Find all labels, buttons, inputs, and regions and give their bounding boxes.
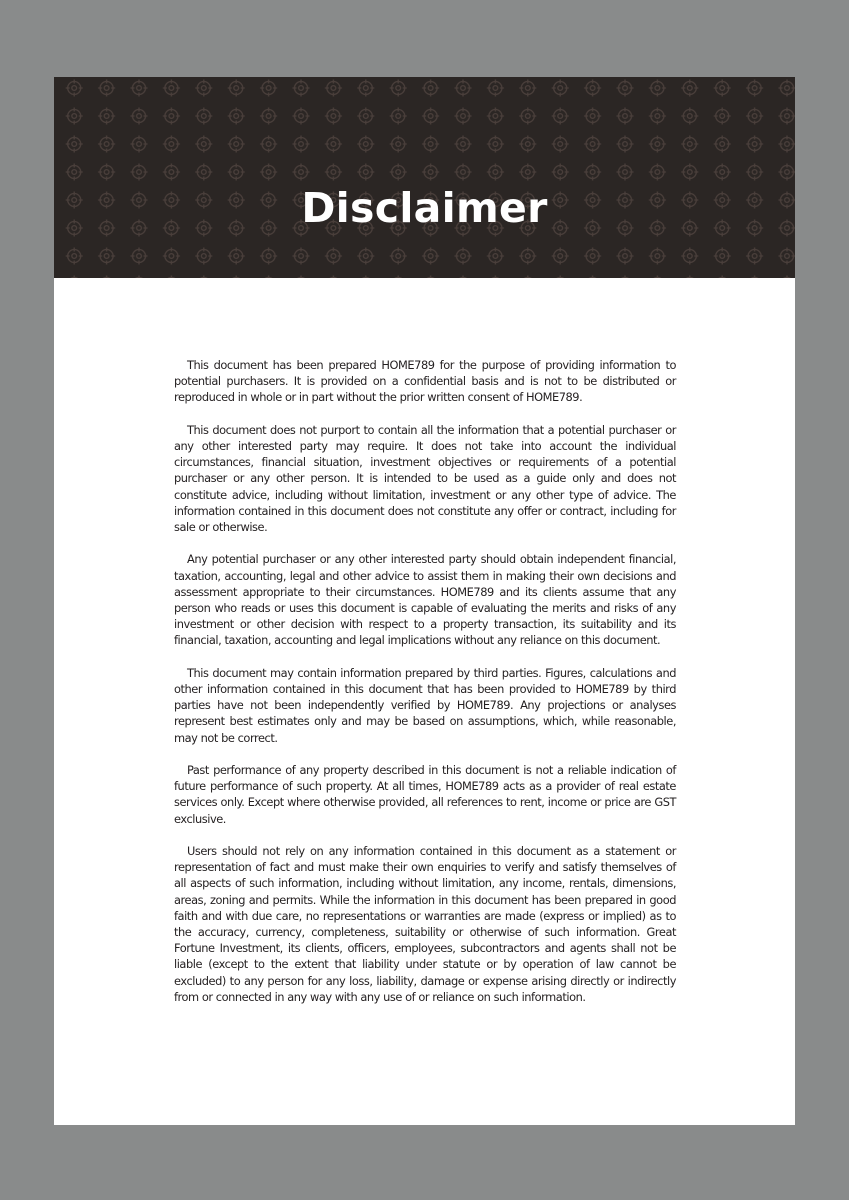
paragraph: Any potential purchaser or any other interested party should obtain independent financial, taxation, accounting, legal and other advice to assist them in making their own decisions and assessment appropriate to their circumstances. HOME789 and its clients assume that any person who reads or uses this document is capable of evaluating the merits and risks of any investment or other decision with respect to a property transaction, its suitability and its financial, taxation, accounting and legal implications without any reliance on this document. [174, 552, 676, 648]
paragraph: Past performance of any property described in this document is not a reliable indication of future performance of such property. At all times, HOME789 acts as a provider of real estate services only. Except where otherwise provided, all references to rent, income or price are GST exclusive. [174, 763, 676, 826]
paragraph: This document has been prepared HOME789 for the purpose of providing information to potential purchasers. It is provided on a confidential basis and is not to be distributed or reproduced in whole or in part without the prior written consent of HOME789. [174, 358, 676, 405]
page-title: Disclaimer [301, 184, 548, 232]
paragraph: Users should not rely on any information contained in this document as a statement or representation of fact and must make their own enquiries to verify and satisfy themselves of all aspects of such information, including without limitation, any income, rentals, dimensions, areas, zoning and permits. While the information in this document has been prepared in good faith and with due care, no representations or warranties are made (express or implied) as to the accuracy, currency, completeness, suitability or otherwise of such information. Great Fortune Investment, its clients, officers, employees, subcontractors and agents shall not be liable (except to the extent that liability under statute or by operation of law cannot be excluded) to any person for any loss, liability, damage or expense arising directly or indirectly from or connected in any way with any use of or reliance on such information. [174, 844, 676, 1004]
document-page [54, 77, 795, 1125]
header-banner [54, 77, 795, 278]
paragraph: This document may contain information prepared by third parties. Figures, calculations and other information contained in this document that has been provided to HOME789 by third parties have not been independently verified by HOME789. Any projections or analyses represent best estimates only and may be based on assumptions, which, while reasonable, may not be correct. [174, 665, 676, 745]
disclaimer-body [174, 357, 676, 1021]
paragraph: This document does not purport to contain all the information that a potential purchaser or any other interested party may require. It does not take into account the individual circumstances, financial situation, investment objectives or requirements of a potential purchaser or any other person. It is intended to be used as a guide only and does not constitute advice, including without limitation, investment or any other type of advice. The information contained in this document does not constitute any offer or contract, including for sale or otherwise. [174, 422, 676, 535]
ornament-pattern-icon [54, 77, 795, 278]
